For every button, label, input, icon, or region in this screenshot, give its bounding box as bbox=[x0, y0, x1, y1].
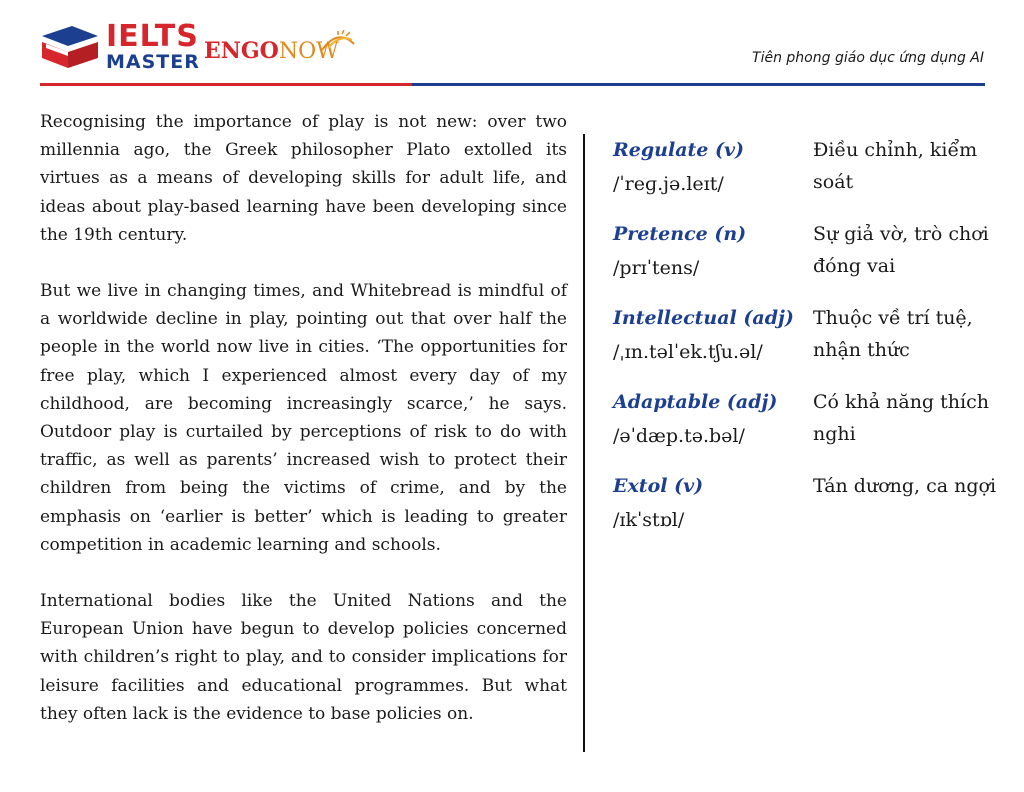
vocab-item bbox=[613, 470, 1013, 554]
vocab-ipa: /ɪkˈstɒl/ bbox=[613, 509, 685, 531]
vocab-term: Adaptable (adj) bbox=[613, 391, 778, 413]
header-rule-blue bbox=[412, 83, 985, 86]
vocab-meaning: Thuộc về trí tuệ, nhận thức bbox=[813, 307, 973, 361]
vocab-ipa: /ˌɪn.təlˈek.tʃu.əl/ bbox=[613, 341, 763, 363]
page-header bbox=[0, 0, 1024, 90]
vocab-item bbox=[613, 386, 1013, 470]
header-rule-red bbox=[40, 83, 412, 86]
book-logo-icon bbox=[38, 22, 102, 70]
vocab-term: Pretence (n) bbox=[613, 223, 747, 245]
vocab-item bbox=[613, 218, 1013, 302]
vocab-term: Regulate (v) bbox=[613, 139, 745, 161]
vocab-meaning: Sự giả vờ, trò chơi đóng vai bbox=[813, 223, 989, 277]
vocabulary-list bbox=[613, 134, 1013, 554]
passage-paragraph: Recognising the importance of play is not new: over two millennia ago, the Greek philosopher Plato extolled its virtues as a means of developing skills for adult life, and ideas about play-based learning have been developing since the 19th century. bbox=[40, 112, 567, 245]
vocab-item bbox=[613, 134, 1013, 218]
sunrise-icon bbox=[320, 30, 356, 52]
vocab-term: Extol (v) bbox=[613, 475, 704, 497]
vocab-ipa: /prɪˈtens/ bbox=[613, 257, 700, 279]
logo-engo-text: ENGO bbox=[204, 38, 279, 64]
logo-master-text: MASTER bbox=[106, 51, 200, 73]
vocab-ipa: /əˈdæp.tə.bəl/ bbox=[613, 425, 745, 447]
reading-passage bbox=[40, 108, 567, 756]
column-divider bbox=[583, 134, 585, 752]
logo-ielts-text: IELTS bbox=[106, 19, 199, 54]
vocab-meaning: Tán dương, ca ngợi bbox=[813, 475, 997, 497]
vocab-meaning: Điều chỉnh, kiểm soát bbox=[813, 139, 978, 193]
logo-engonow bbox=[204, 38, 339, 65]
tagline: Tiên phong giáo dục ứng dụng AI bbox=[752, 50, 984, 66]
passage-paragraph: International bodies like the United Nations and the European Union have begun to develop policies concerned with children’s right to play, and to consider implications for leisure facilities and educational programmes. But what they often lack is the evidence to base policies on. bbox=[40, 591, 567, 724]
vocab-meaning: Có khả năng thích nghi bbox=[813, 391, 989, 445]
vocab-item bbox=[613, 302, 1013, 386]
vocab-ipa: /ˈreɡ.jə.leɪt/ bbox=[613, 173, 724, 195]
logo-now-text: NOW bbox=[278, 39, 339, 64]
passage-paragraph: But we live in changing times, and Whitebread is mindful of a worldwide decline in play, pointing out that over half the people in the world now live in cities. ‘The opportunities for free play, which I experienced almost every day of my childhood, are becoming increasingly scarce,’ he says. Outdoor play is curtailed by perceptions of risk to do with traffic, as well as parents’ increased wish to protect their children from being the victims of crime, and by the emphasis on ‘earlier is better’ which is leading to greater competition in academic learning and schools. bbox=[40, 281, 567, 555]
vocab-term: Intellectual (adj) bbox=[613, 307, 794, 329]
